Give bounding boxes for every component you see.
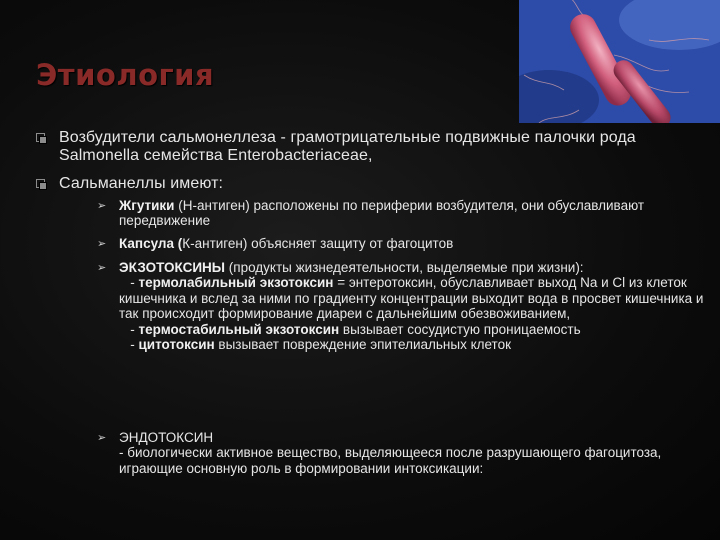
exotoxin-thermolabile: - термолабильный экзотоксин = энтеротоксин, обуславливает выход Na и Cl из клеток кишечника и вслед за ними по градиенту концентрации выходит вода в просвет кишечника и так происходит формирование диареи с дальнейшим обезвоживанием, (119, 275, 704, 322)
sub-item-capsule (97, 236, 717, 251)
arrow-bullet-icon: ➢ (97, 238, 107, 250)
sub-item-exotoxins (97, 260, 717, 352)
description: (Н-антиген) расположены по периферии возбудителя, они обуславливают передвижение (119, 198, 645, 229)
sub-item-text (119, 430, 717, 476)
sub-item-text (119, 236, 717, 251)
arrow-bullet-icon: ➢ (97, 262, 107, 274)
term: Жгутики (119, 198, 175, 213)
description: - биологически активное вещество, выделяющееся после разрушающего фагоцитоза, играющие основную роль в формировании интоксикации: (119, 445, 662, 476)
list-item (36, 129, 708, 165)
term: ЭНДОТОКСИН (119, 430, 214, 445)
sub-item-flagella (97, 198, 717, 229)
arrow-bullet-icon: ➢ (97, 432, 107, 444)
description: = энтеротоксин, обуславливает выход Na и Cl из клеток кишечника и вслед за ними по градиенту концентрации выходит вода в просвет кишечника и так происходит формирование диареи с дальнейшим обезвоживанием, (119, 275, 704, 322)
slide-title: Этиология (36, 58, 215, 92)
square-bullet-icon (36, 179, 46, 189)
sub-item-endotoxin (97, 430, 717, 476)
salmonella-photo (519, 0, 720, 123)
bacteria-illustration (519, 0, 720, 123)
term: ЭКЗОТОКСИНЫ (119, 260, 226, 275)
arrow-bullet-icon: ➢ (97, 200, 107, 212)
exotoxin-thermostable: - термостабильный экзотоксин вызывает сосудистую проницаемость (119, 321, 581, 337)
bullet-text: Возбудители сальмонеллеза - грамотрицательные подвижные палочки рода Salmonella семейства Enterobacteriaceae, (59, 129, 636, 164)
term: цитотоксин (138, 337, 215, 353)
list-item (36, 175, 708, 193)
sub-item-text (119, 260, 717, 352)
term: Капсула ( (119, 236, 183, 251)
description: К-антиген) объясняет защиту от фагоцитов (182, 236, 454, 251)
term: термолабильный экзотоксин (138, 275, 334, 291)
square-bullet-icon (36, 133, 46, 143)
cytotoxin: - цитотоксин вызывает повреждение эпителиальных клеток (119, 337, 512, 353)
description: вызывает сосудистую проницаемость (339, 321, 581, 337)
description: (продукты жизнедеятельности, выделяемые при жизни): (225, 260, 584, 275)
sub-item-text (119, 198, 717, 229)
bullet-text: Сальманеллы имеют: (59, 175, 224, 192)
term: термостабильный экзотоксин (138, 321, 340, 337)
description: вызывает повреждение эпителиальных клеток (214, 337, 512, 353)
